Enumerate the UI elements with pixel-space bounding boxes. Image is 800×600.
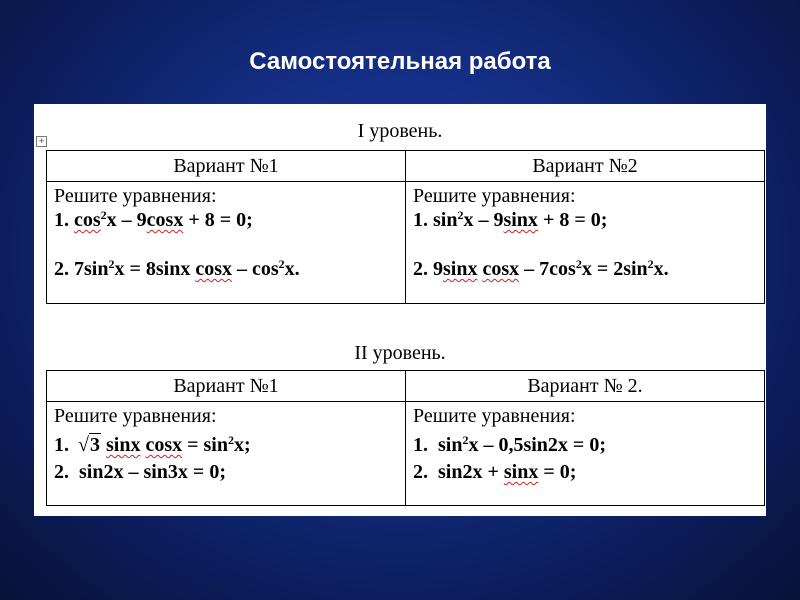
level-2-variant-2-header: Вариант № 2. — [406, 371, 765, 402]
level-2-table — [46, 370, 765, 506]
level-2-variant-2-cell — [406, 402, 765, 506]
level-1-table — [46, 150, 765, 304]
level-1-heading: I уровень. — [357, 120, 443, 142]
instruction-text: Решите уравнения: — [413, 185, 576, 207]
instruction-text: Решите уравнения: — [413, 405, 576, 427]
equation-2: 2. 9sinx $\cos x - 7\cos^2x = 2\sin^2x$. — [413, 257, 669, 280]
table-move-handle-icon[interactable]: + — [36, 136, 47, 147]
equation-2: 2. $7\sin^2x = 8\sin x$ cosx – $\cos^2x$. — [54, 257, 300, 280]
instruction-text: Решите уравнения: — [54, 405, 217, 427]
slide-title: Самостоятельная работа — [249, 48, 551, 75]
level-2-heading: II уровень. — [354, 342, 446, 364]
instruction-text: Решите уравнения: — [54, 185, 217, 207]
level-1-variant-2-header: Вариант №2 — [406, 151, 765, 182]
level-2-variant-1-cell — [47, 402, 406, 506]
equation-2: 2. sin2x – sin3x = 0; — [54, 461, 226, 483]
level-1-variant-1-cell — [47, 182, 406, 304]
level-2-variant-1-header: Вариант №1 — [47, 371, 406, 402]
document-page — [34, 104, 766, 516]
equation-2: 2. sin2x + sinx = 0; — [413, 461, 577, 483]
equation-1: 1. $\sin^2x - 9\sin x + 8 = 0$; — [413, 208, 608, 231]
equation-1: 1. $\sin^2x - 0,5\sin 2x = 0$; — [413, 433, 606, 456]
level-1-variant-1-header: Вариант №1 — [47, 151, 406, 182]
square-root-symbol: √3 — [78, 434, 100, 456]
equation-1: 1. √3 sinx $\cos x = \sin^2x$; — [54, 433, 251, 456]
level-1-variant-2-cell — [406, 182, 765, 304]
equation-1: 1. $\cos^2x - 9\cos x + 8 = 0$; — [54, 208, 253, 231]
